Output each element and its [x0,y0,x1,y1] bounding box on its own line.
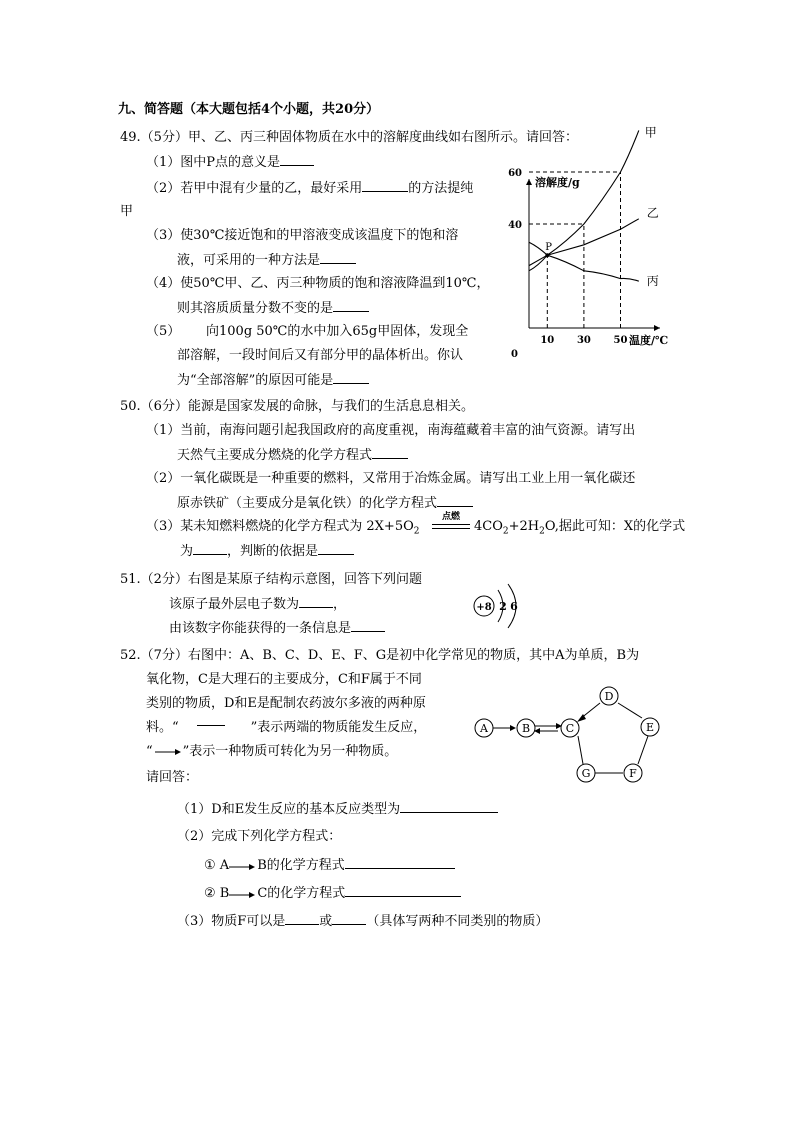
q52-blank-2[interactable] [345,856,455,869]
line-e-f [638,736,648,764]
reaction-condition: 点燃 [441,512,460,522]
conversion-arrow-legend [153,747,183,757]
node-b [517,719,535,737]
x-tick-label-10: 10 [540,335,555,346]
node-d [600,687,618,705]
conversion-arrow-a-b [229,861,257,871]
reaction-network-diagram [470,683,670,788]
q50-blank-3[interactable] [193,542,227,555]
line-c-g [578,736,583,764]
q52-l6: 请回答： [146,770,199,785]
conversion-arrow-b-c [229,889,257,899]
label-yi: 乙 [646,205,659,220]
svg-text:B: B [521,722,531,735]
q49-blank-4[interactable] [333,299,369,312]
q52-s1: （1）D和E发生反应的基本反应类型为 [177,800,498,819]
q52-l3: 类别的物质，D和E是配制农药波尔多液的两种原 [146,696,426,711]
q52-l5: “ ”表示一种物质可转化为另一种物质。 [146,744,398,759]
svg-text:G: G [581,767,591,780]
arrow-a-b-head [510,725,516,731]
svg-text:C: C [565,722,575,735]
q50-s2a: （2）一氧化碳既是一种重要的燃料，又常用于冶炼金属。请写出工业上用一氧化碳还 [146,471,636,486]
equals-sign [432,524,470,529]
q49-s2: （2）若甲中混有少量的乙，最好采用 的方法提纯 [146,181,474,196]
q50-blank-4[interactable] [318,542,354,555]
q50-blank-1[interactable] [372,446,408,459]
q49-stem: 49.（5分）甲、乙、丙三种固体物质在水中的溶解度曲线如右图所示。请回答： [120,130,578,145]
point-p-marker [545,253,549,257]
point-p-label: P [545,242,553,254]
y-tick-label-60: 60 [508,168,522,179]
q51-stem: 51.（2分）右图是某原子结构示意图，回答下列问题 [120,572,422,587]
solubility-chart [500,125,680,360]
q51-s1: 该原子最外层电子数为 ， [169,597,347,612]
node-a [475,719,493,737]
svg-text:A: A [480,722,488,735]
q49-s5b: 向100g 50℃的水中加入65g甲固体，发现全 [206,324,469,339]
q52-blank-4[interactable] [285,912,319,925]
nucleus-charge: +8 [476,602,492,613]
q52-blank-3[interactable] [345,884,461,897]
q49-blank-2[interactable] [362,179,408,192]
q52-blank-5[interactable] [332,912,366,925]
q51-blank-1[interactable] [299,595,333,608]
node-e [641,718,659,736]
reaction-line-legend [197,725,225,726]
q50-s1a: （1）当前，南海问题引起我国政府的高度重视，南海蕴藏着丰富的油气资源。请写出 [146,423,636,438]
x-axis-label: 温度/℃ [629,334,669,347]
svg-text:F: F [629,767,637,780]
svg-text:D: D [604,690,614,703]
label-bing: 丙 [646,274,659,289]
q52-s2: （2）完成下列化学方程式： [177,829,342,844]
y-axis-label: 溶解度/g [535,176,580,189]
q49-blank-1[interactable] [280,153,314,166]
q49-s5a: （5） [146,324,181,339]
q49-s4a: （4）使50℃甲、乙、丙三种物质的饱和溶液降温到10℃， [146,276,490,291]
q49-s3a: （3）使30℃接近饱和的甲溶液变成该温度下的饱和溶 [146,228,459,243]
x-tick-label-30: 30 [576,335,591,346]
q50-s3-rhs: $4CO_2+2H_2O$,据此可知：X的化学式 [474,519,686,537]
node-g [577,764,595,782]
q49-blank-3[interactable] [320,251,356,264]
q52-blank-1[interactable] [400,800,498,813]
node-f [624,764,642,782]
shell2-electrons: 6 [510,600,518,613]
q52-l2: 氧化物，C是大理石的主要成分，C和F属于不同 [146,672,422,687]
q49-s3b: 液，可采用的一种方法是 [177,251,356,270]
q51-blank-2[interactable] [351,619,385,632]
origin-label: 0 [511,349,518,360]
shell1-electrons: 2 [499,600,507,613]
q52-s2b: ② B C的化学方程式 [204,884,461,903]
q50-s2b: 原赤铁矿（主要成分是氧化铁）的化学方程式 [177,494,473,513]
atom-structure-diagram [470,580,530,632]
q50-s1b: 天然气主要成分燃烧的化学方程式 [177,446,408,465]
q52-l4: 料。“ ”表示两端的物质能发生反应， [146,720,427,735]
q49-s1: （1）图中P点的意义是 [146,153,314,172]
q52-s2a: ① A B的化学方程式 [204,856,455,875]
q49-s4b: 则其溶质质量分数不变的是 [177,299,369,318]
q49-s2c: 甲 [120,204,134,219]
node-c [561,719,579,737]
label-jia: 甲 [644,125,657,140]
q49-s5c: 部溶解，一段时间后又有部分甲的晶体析出。你认 [177,348,464,363]
q52-s3: （3）物质F可以是 或 （具体写两种不同类别的物质） [177,914,549,929]
q49-s5d: 为“全部溶解”的原因可能是 [177,371,369,390]
x-tick-label-50: 50 [613,335,628,346]
q50-s3e: 为 ，判断的依据是 [180,542,354,561]
q52-stem: 52.（7分）右图中：A、B、C、D、E、F、G是初中化学常见的物质，其中A为单质，B为 [120,648,640,663]
line-d-e [618,703,642,718]
q49-blank-5[interactable] [333,371,369,384]
y-tick-label-40: 40 [508,220,522,231]
q50-blank-2[interactable] [437,494,473,507]
q50-s3a: （3）某未知燃料燃烧的化学方程式为 $2X+5O_2$ [146,519,420,537]
section-title: 九、简答题（本大题包括4个小题，共20分） [118,102,380,117]
q51-s2: 由该数字你能获得的一条信息是 [169,619,385,638]
q50-stem: 50.（6分）能源是国家发展的命脉，与我们的生活息息相关。 [120,399,474,414]
svg-text:E: E [645,721,655,734]
